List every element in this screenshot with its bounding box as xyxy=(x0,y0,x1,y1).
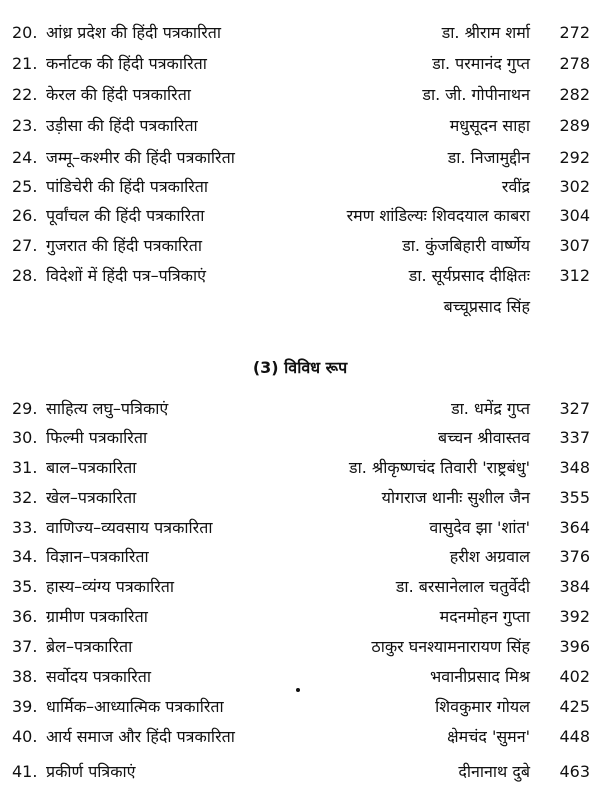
entry-title: विदेशों में हिंदी पत्र–पत्रिकाएं xyxy=(46,266,206,285)
toc-entry xyxy=(0,201,600,231)
toc-entry xyxy=(0,80,600,110)
entry-author: मदनमोहन गुप्ता xyxy=(439,607,530,626)
entry-page-number: 402 xyxy=(559,667,590,686)
entry-author: डा. कुंजबिहारी वार्ष्णेय xyxy=(402,236,530,255)
toc-entry xyxy=(0,602,600,632)
entry-page-number: 425 xyxy=(559,697,590,716)
entry-page-number: 384 xyxy=(559,577,590,596)
entry-number: 40. xyxy=(12,727,38,746)
entry-title: हास्य–व्यंग्य पत्रकारिता xyxy=(46,577,175,596)
entry-author: डा. जी. गोपीनाथन xyxy=(422,85,530,104)
entry-author: योगराज थानीः सुशील जैन xyxy=(381,488,530,507)
toc-entry xyxy=(0,111,600,141)
entry-author: ठाकुर घनश्यामनारायण सिंह xyxy=(371,637,530,656)
entry-number: 39. xyxy=(12,697,38,716)
entry-number: 36. xyxy=(12,607,38,626)
entry-number: 26. xyxy=(12,206,38,225)
entry-title: गुजरात की हिंदी पत्रकारिता xyxy=(46,236,202,255)
entry-number: 41. xyxy=(12,762,38,781)
entry-page-number: 364 xyxy=(559,518,590,537)
entry-title: वाणिज्य–व्यवसाय पत्रकारिता xyxy=(46,518,213,537)
toc-entry xyxy=(0,513,600,543)
entry-title: पांडिचेरी की हिंदी पत्रकारिता xyxy=(46,177,209,196)
toc-entry xyxy=(0,423,600,453)
entry-page-number: 292 xyxy=(559,148,590,167)
entry-page-number: 448 xyxy=(559,727,590,746)
entry-title: ग्रामीण पत्रकारिता xyxy=(46,607,148,626)
entry-number: 30. xyxy=(12,428,38,447)
entry-page-number: 327 xyxy=(559,399,590,418)
entry-page-number: 272 xyxy=(559,23,590,42)
entry-number: 27. xyxy=(12,236,38,255)
toc-entry xyxy=(0,632,600,662)
entry-author: डा. श्रीकृष्णचंद तिवारी 'राष्ट्रबंधु' xyxy=(349,458,530,477)
stray-ink-dot xyxy=(296,688,300,692)
entry-author: बच्चन श्रीवास्तव xyxy=(437,428,530,447)
entry-author: भवानीप्रसाद मिश्र xyxy=(430,667,530,686)
entry-title: बाल–पत्रकारिता xyxy=(46,458,137,477)
toc-entry xyxy=(0,453,600,483)
entry-author: डा. बरसानेलाल चतुर्वेदी xyxy=(395,577,530,596)
toc-entry xyxy=(0,143,600,173)
entry-number: 23. xyxy=(12,116,38,135)
toc-entry xyxy=(0,542,600,572)
entry-author: डा. परमानंद गुप्त xyxy=(432,54,530,73)
toc-entry xyxy=(0,261,600,291)
entry-number: 29. xyxy=(12,399,38,418)
toc-entry xyxy=(0,49,600,79)
entry-number: 21. xyxy=(12,54,38,73)
entry-page-number: 376 xyxy=(559,547,590,566)
entry-author: डा. सूर्यप्रसाद दीक्षितः xyxy=(408,266,530,285)
entry-title: पूर्वांचल की हिंदी पत्रकारिता xyxy=(46,206,205,225)
entry-author: मधुसूदन साहा xyxy=(449,116,530,135)
entry-title: उड़ीसा की हिंदी पत्रकारिता xyxy=(46,116,198,135)
entry-number: 35. xyxy=(12,577,38,596)
toc-entry xyxy=(0,692,600,722)
entry-number: 37. xyxy=(12,637,38,656)
entry-page-number: 278 xyxy=(559,54,590,73)
entry-title: विज्ञान–पत्रकारिता xyxy=(46,547,149,566)
entry-author: वासुदेव झा 'शांत' xyxy=(429,518,530,537)
entry-number: 24. xyxy=(12,148,38,167)
toc-entry xyxy=(0,572,600,602)
entry-number: 31. xyxy=(12,458,38,477)
toc-entry xyxy=(0,757,600,787)
toc-entry xyxy=(0,483,600,513)
toc-entry xyxy=(0,394,600,424)
entry-author: डा. धमेंद्र गुप्त xyxy=(451,399,530,418)
entry-page-number: 463 xyxy=(559,762,590,781)
entry-title: आर्य समाज और हिंदी पत्रकारिता xyxy=(46,727,235,746)
entry-number: 32. xyxy=(12,488,38,507)
entry-page-number: 312 xyxy=(559,266,590,285)
entry-page-number: 392 xyxy=(559,607,590,626)
entry-title: आंध्र प्रदेश की हिंदी पत्रकारिता xyxy=(46,23,222,42)
entry-author: रवींद्र xyxy=(501,177,530,196)
entry-number: 33. xyxy=(12,518,38,537)
section-heading: (3) विविध रूप xyxy=(252,358,348,377)
toc-entry xyxy=(0,231,600,261)
entry-author: डा. श्रीराम शर्मा xyxy=(441,23,530,42)
entry-page-number: 337 xyxy=(559,428,590,447)
toc-entry-continuation xyxy=(0,292,600,322)
entry-author: डा. निजामुद्दीन xyxy=(447,148,530,167)
toc-entry xyxy=(0,172,600,202)
toc-entry xyxy=(0,18,600,48)
entry-number: 28. xyxy=(12,266,38,285)
entry-page-number: 396 xyxy=(559,637,590,656)
entry-title: ब्रेल–पत्रकारिता xyxy=(46,637,133,656)
entry-title: सर्वोदय पत्रकारिता xyxy=(46,667,152,686)
entry-author: हरीश अग्रवाल xyxy=(449,547,530,566)
entry-title: केरल की हिंदी पत्रकारिता xyxy=(46,85,191,104)
entry-page-number: 289 xyxy=(559,116,590,135)
entry-title: कर्नाटक की हिंदी पत्रकारिता xyxy=(46,54,207,73)
entry-page-number: 304 xyxy=(559,206,590,225)
entry-number: 22. xyxy=(12,85,38,104)
entry-title: धार्मिक–आध्यात्मिक पत्रकारिता xyxy=(46,697,224,716)
entry-author-continuation: बच्चूप्रसाद सिंह xyxy=(443,297,530,316)
entry-title: जम्मू–कश्मीर की हिंदी पत्रकारिता xyxy=(46,148,235,167)
entry-title: प्रकीर्ण पत्रिकाएं xyxy=(46,762,136,781)
entry-title: फिल्मी पत्रकारिता xyxy=(46,428,148,447)
entry-number: 20. xyxy=(12,23,38,42)
toc-entry xyxy=(0,722,600,752)
entry-author: शिवकुमार गोयल xyxy=(435,697,530,716)
entry-page-number: 348 xyxy=(559,458,590,477)
entry-author: रमण शांडिल्यः शिवदयाल काबरा xyxy=(346,206,530,225)
entry-number: 38. xyxy=(12,667,38,686)
entry-number: 34. xyxy=(12,547,38,566)
entry-title: खेल–पत्रकारिता xyxy=(46,488,137,507)
entry-page-number: 302 xyxy=(559,177,590,196)
entry-page-number: 307 xyxy=(559,236,590,255)
entry-page-number: 355 xyxy=(559,488,590,507)
entry-number: 25. xyxy=(12,177,38,196)
entry-author: क्षेमचंद 'सुमन' xyxy=(447,727,530,746)
entry-author: दीनानाथ दुबे xyxy=(458,762,530,781)
toc-entry xyxy=(0,662,600,692)
entry-title: साहित्य लघु–पत्रिकाएं xyxy=(46,399,169,418)
entry-page-number: 282 xyxy=(559,85,590,104)
